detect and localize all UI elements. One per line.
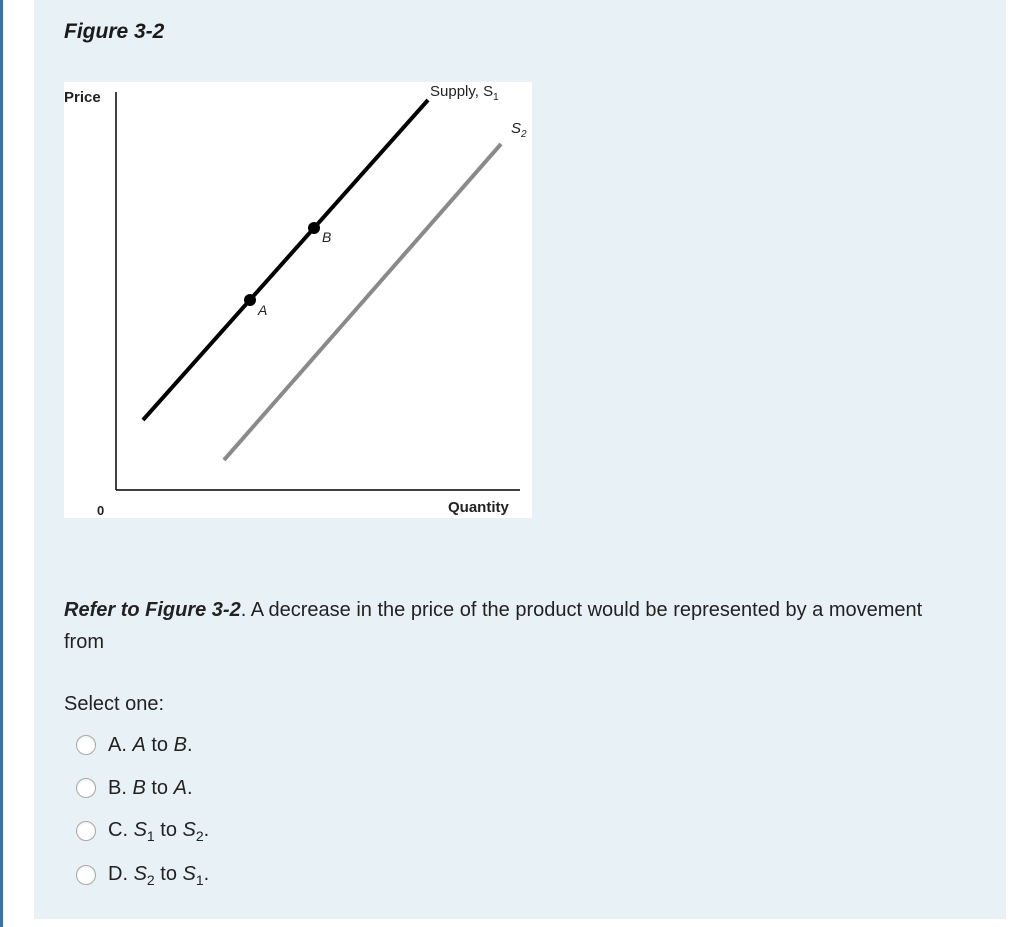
option-b[interactable] bbox=[76, 774, 193, 802]
select-one-label: Select one: bbox=[64, 693, 165, 715]
supply-graph bbox=[64, 82, 532, 518]
point-b-label: B bbox=[322, 229, 332, 245]
left-accent-rule bbox=[0, 0, 3, 927]
option-b-label[interactable]: B. B to A. bbox=[108, 776, 193, 799]
option-a[interactable] bbox=[76, 731, 193, 759]
y-axis-label: Price bbox=[64, 89, 101, 106]
s1-label: Supply, $S_1$ bbox=[430, 83, 499, 103]
x-axis-label: Quantity bbox=[448, 499, 509, 516]
option-c-label[interactable]: C. $S_1$ to $S_2$. bbox=[108, 818, 210, 844]
option-c-radio[interactable] bbox=[76, 821, 96, 841]
origin-label: 0 bbox=[97, 503, 105, 518]
option-d-radio[interactable] bbox=[76, 865, 96, 885]
question-text bbox=[64, 594, 964, 658]
figure-reference: Refer to Figure 3-2 bbox=[64, 599, 241, 621]
option-c[interactable] bbox=[76, 817, 209, 845]
question-body: . A decrease in the price of the product would be represented by a movement from bbox=[64, 599, 923, 653]
supply-graph-svg bbox=[64, 82, 532, 518]
point-a-label: A bbox=[258, 302, 268, 318]
point-b-marker bbox=[308, 222, 320, 234]
option-d[interactable] bbox=[76, 861, 209, 889]
option-d-label[interactable]: D. $S_2$ to $S_1$. bbox=[108, 862, 210, 888]
point-a-marker bbox=[244, 294, 256, 306]
option-a-label[interactable]: A. A to B. bbox=[108, 733, 193, 756]
option-b-radio[interactable] bbox=[76, 778, 96, 798]
option-a-radio[interactable] bbox=[76, 735, 96, 755]
supply-curve-s1 bbox=[143, 100, 428, 420]
figure-title: Figure 3-2 bbox=[64, 20, 165, 43]
s2-label: $S_2$ bbox=[511, 120, 527, 140]
